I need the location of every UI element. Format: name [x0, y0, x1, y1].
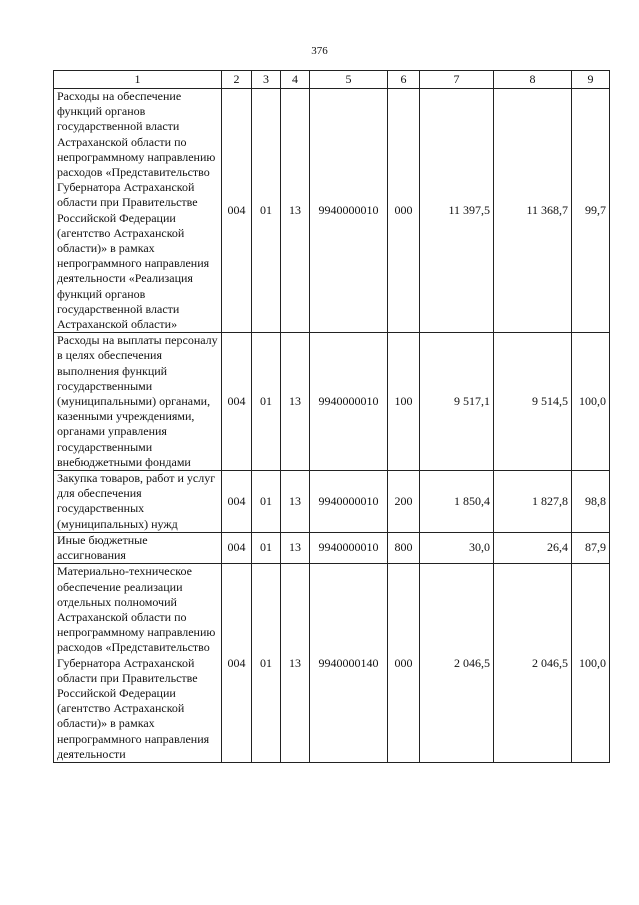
column-header-1: 1: [54, 71, 222, 89]
ministry-code: 004: [222, 532, 252, 563]
table-row: [54, 333, 610, 471]
subsection-code: 13: [281, 471, 310, 533]
section-code: 01: [252, 564, 281, 763]
planned-amount: 11 397,5: [420, 89, 494, 333]
table-row: [54, 564, 610, 763]
actual-amount: 26,4: [494, 532, 572, 563]
expense-type-code: 100: [388, 333, 420, 471]
ministry-code: 004: [222, 333, 252, 471]
column-header-7: 7: [420, 71, 494, 89]
execution-percent: 100,0: [572, 564, 610, 763]
planned-amount: 9 517,1: [420, 333, 494, 471]
actual-amount: 11 368,7: [494, 89, 572, 333]
execution-percent: 98,8: [572, 471, 610, 533]
subsection-code: 13: [281, 532, 310, 563]
section-code: 01: [252, 89, 281, 333]
column-header-6: 6: [388, 71, 420, 89]
execution-percent: 87,9: [572, 532, 610, 563]
row-description: Расходы на выплаты персоналу в целях обеспечения выполнения функций государственными (муниципальными) органами, казенными учреждениями, органами управления государственными внебюджетными фондами: [54, 333, 222, 471]
subsection-code: 13: [281, 89, 310, 333]
budget-table: [53, 70, 610, 763]
planned-amount: 2 046,5: [420, 564, 494, 763]
header-row: [54, 71, 610, 89]
column-header-8: 8: [494, 71, 572, 89]
row-description: Закупка товаров, работ и услуг для обеспечения государственных (муниципальных) нужд: [54, 471, 222, 533]
execution-percent: 99,7: [572, 89, 610, 333]
actual-amount: 2 046,5: [494, 564, 572, 763]
planned-amount: 1 850,4: [420, 471, 494, 533]
planned-amount: 30,0: [420, 532, 494, 563]
expense-type-code: 200: [388, 471, 420, 533]
ministry-code: 004: [222, 471, 252, 533]
execution-percent: 100,0: [572, 333, 610, 471]
target-item-code: 9940000140: [310, 564, 388, 763]
column-header-5: 5: [310, 71, 388, 89]
column-header-3: 3: [252, 71, 281, 89]
ministry-code: 004: [222, 564, 252, 763]
expense-type-code: 000: [388, 89, 420, 333]
page-number: 376: [311, 45, 328, 57]
actual-amount: 1 827,8: [494, 471, 572, 533]
expense-type-code: 000: [388, 564, 420, 763]
table-row: [54, 471, 610, 533]
table-row: [54, 89, 610, 333]
row-description: Иные бюджетные ассигнования: [54, 532, 222, 563]
subsection-code: 13: [281, 333, 310, 471]
section-code: 01: [252, 471, 281, 533]
column-header-4: 4: [281, 71, 310, 89]
ministry-code: 004: [222, 89, 252, 333]
actual-amount: 9 514,5: [494, 333, 572, 471]
section-code: 01: [252, 333, 281, 471]
section-code: 01: [252, 532, 281, 563]
column-header-2: 2: [222, 71, 252, 89]
subsection-code: 13: [281, 564, 310, 763]
row-description: Расходы на обеспечение функций органов государственной власти Астраханской области по непрограммному направлению расходов «Представительство Губернатора Астраханской области при Правительстве Российской Федерации (агентство Астраханской области)» в рамках непрограммного направления деятельности «Реализация функций органов государственной власти Астраханской области»: [54, 89, 222, 333]
row-description: Материально-техническое обеспечение реализации отдельных полномочий Астраханской области по непрограммному направлению расходов «Представительство Губернатора Астраханской области при Правительстве Российской Федерации (агентство Астраханской области)» в рамках непрограммного направления деятельности: [54, 564, 222, 763]
expense-type-code: 800: [388, 532, 420, 563]
target-item-code: 9940000010: [310, 89, 388, 333]
table-row: [54, 532, 610, 563]
target-item-code: 9940000010: [310, 333, 388, 471]
target-item-code: 9940000010: [310, 471, 388, 533]
target-item-code: 9940000010: [310, 532, 388, 563]
column-header-9: 9: [572, 71, 610, 89]
